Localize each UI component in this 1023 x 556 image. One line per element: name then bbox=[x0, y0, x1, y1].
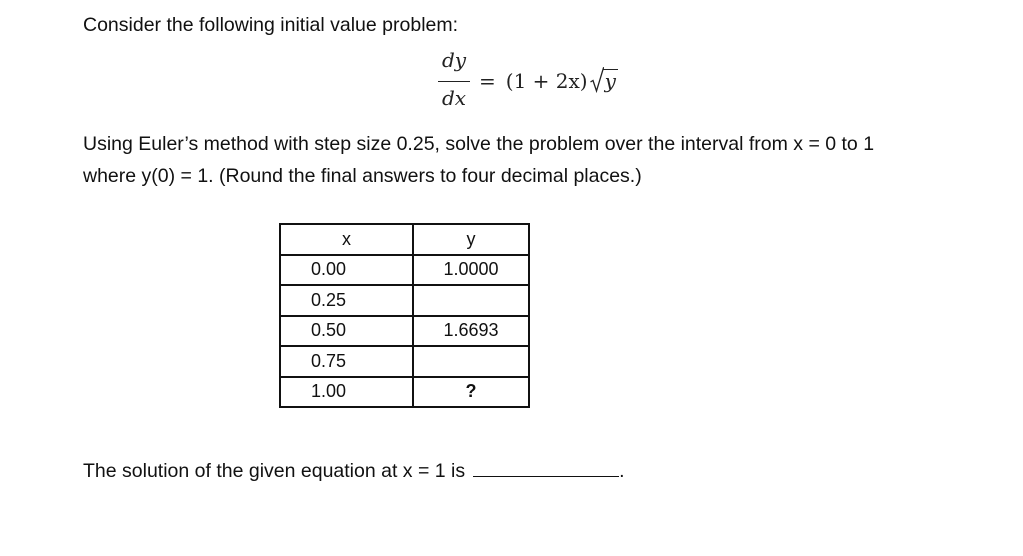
equation-right-side bbox=[479, 68, 618, 94]
solution-text: The solution of the given equation at x = 1 is bbox=[83, 460, 466, 482]
fraction-numerator: dy bbox=[441, 48, 467, 72]
answer-blank[interactable] bbox=[473, 454, 619, 477]
cell-y-unknown: ? bbox=[413, 377, 529, 408]
equation-factor: (1 + 2x) bbox=[505, 69, 588, 93]
solution-period: . bbox=[619, 460, 625, 482]
cell-x: 0.25 bbox=[280, 285, 413, 316]
cell-y bbox=[413, 285, 529, 316]
table-row bbox=[280, 377, 529, 408]
euler-table bbox=[279, 223, 530, 408]
square-root bbox=[590, 68, 618, 94]
radicand: y bbox=[604, 69, 616, 93]
solution-sentence bbox=[83, 454, 625, 486]
problem-line-2: where y(0) = 1. (Round the final answers to four decimal places.) bbox=[83, 165, 642, 187]
derivative-fraction bbox=[436, 48, 472, 114]
cell-y bbox=[413, 346, 529, 377]
table-row bbox=[280, 346, 529, 377]
cell-y: 1.0000 bbox=[413, 255, 529, 286]
table-row bbox=[280, 316, 529, 347]
radical-sign-icon bbox=[590, 67, 604, 93]
fraction-denominator: dx bbox=[441, 86, 467, 110]
intro-text: Consider the following initial value problem: bbox=[83, 14, 459, 36]
cell-x: 0.50 bbox=[280, 316, 413, 347]
problem-statement bbox=[83, 128, 983, 192]
fraction-bar bbox=[438, 81, 470, 82]
cell-y: 1.6693 bbox=[413, 316, 529, 347]
cell-x: 0.75 bbox=[280, 346, 413, 377]
cell-x: 0.00 bbox=[280, 255, 413, 286]
problem-line-1: Using Euler’s method with step size 0.25, solve the problem over the interval from x = 0 to 1 bbox=[83, 133, 875, 155]
header-y: y bbox=[413, 224, 529, 255]
table-row bbox=[280, 285, 529, 316]
table-header-row bbox=[280, 224, 529, 255]
header-x: x bbox=[280, 224, 413, 255]
cell-x: 1.00 bbox=[280, 377, 413, 408]
table-row bbox=[280, 255, 529, 286]
equals-sign: = bbox=[479, 69, 496, 93]
